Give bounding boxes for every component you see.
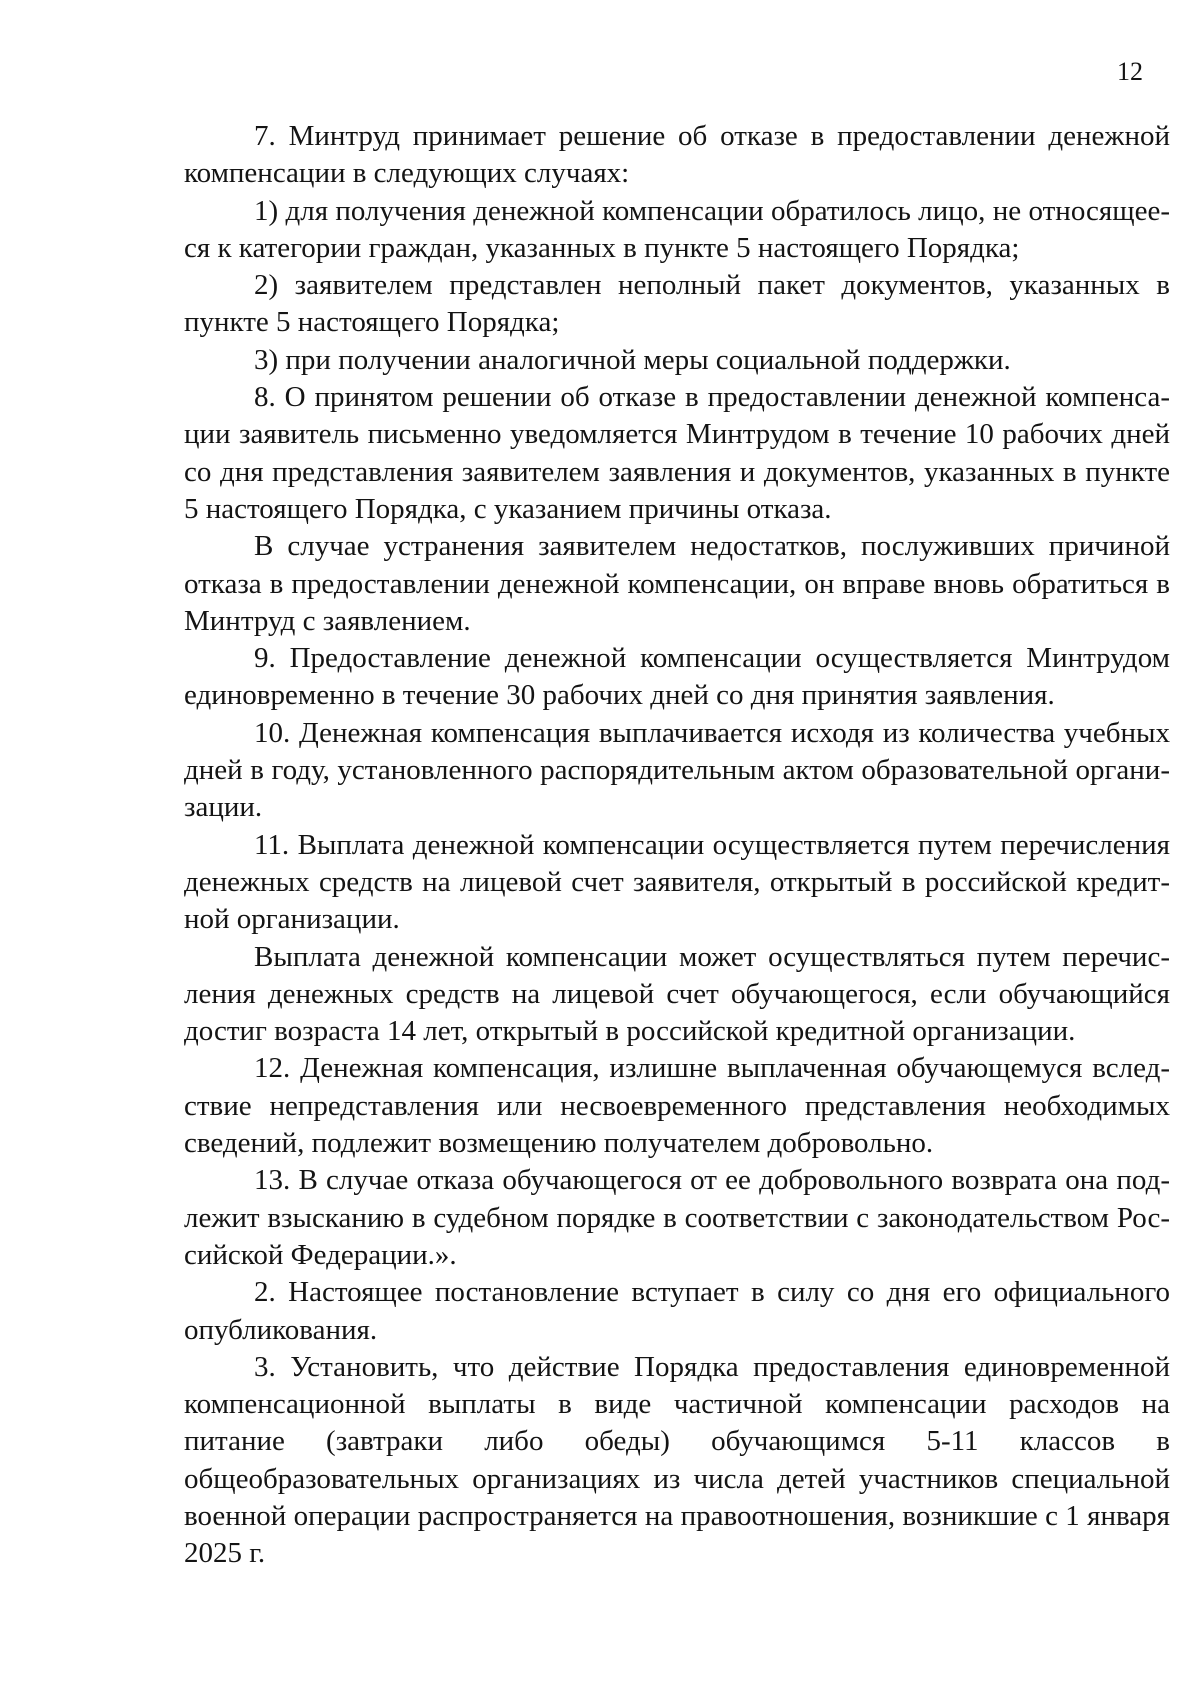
paragraph-7-item-2: 2) заявителем представлен неполный пакет документов, указанных в пункте 5 настоящего Порядка;: [184, 269, 1170, 339]
paragraph-11: 11. Выплата денежной компенсации осуществляется путем перечисления денежных средств на лицевой счет заявителя, открытый в российской кредитной организации.: [184, 828, 1170, 936]
paragraph-7-item-1: 1) для получения денежной компенсации обратилось лицо, не относящееся к категории граждан, указанных в пункте 5 настоящего Порядка;: [184, 194, 1170, 264]
resolution-item-2: 2. Настоящее постановление вступает в силу со дня его официального опубликования.: [184, 1276, 1170, 1346]
page-number: 12: [1117, 57, 1143, 86]
paragraph-8-continued: В случае устранения заявителем недостатков, послуживших причиной отказа в предоставлении денежной компенсации, он вправе вновь обратиться в Минтруд с заявлением.: [184, 530, 1170, 637]
paragraph-10: 10. Денежная компенсация выплачивается исходя из количества учебных дней в году, установленного распорядительным актом образовательной организации.: [184, 716, 1170, 824]
paragraph-9: 9. Предоставление денежной компенсации осуществляется Минтрудом единовременно в течение 30 рабочих дней со дня принятия заявления.: [184, 642, 1170, 712]
document-body: [184, 118, 1170, 1573]
paragraph-7: 7. Минтруд принимает решение об отказе в предоставлении денежной компенсации в следующих случаях:: [184, 120, 1170, 190]
paragraph-7-item-3: 3) при получении аналогичной меры социальной поддержки.: [254, 343, 1011, 376]
paragraph-12: 12. Денежная компенсация, излишне выплаченная обучающемуся вследствие непредставления или несвоевременного представления необходимых сведений, подлежит возмещению получателем добровольно.: [184, 1052, 1170, 1160]
paragraph-8: 8. О принятом решении об отказе в предоставлении денежной компенсации заявитель письменно уведомляется Минтрудом в течение 10 рабочих дней со дня представления заявителем заявления и документов, указанных в пункте 5 настоящего Порядка, с указанием причины отказа.: [184, 381, 1170, 525]
paragraph-13: 13. В случае отказа обучающегося от ее добровольного возврата она подлежит взысканию в судебном порядке в соответствии с законодательством Российской Федерации.».: [184, 1164, 1170, 1271]
resolution-item-3: 3. Установить, что действие Порядка предоставления единовременной компенсационной выплаты в виде частичной компенсации расходов на питание (завтраки либо обеды) обучающимся 5-11 классов в общеобразовательных организациях из числа детей участников специальной военной операции распространяется на правоотношения, возникшие с 1 января 2025 г.: [184, 1350, 1170, 1570]
paragraph-11-continued: Выплата денежной компенсации может осуществляться путем перечисления денежных средств на лицевой счет обучающегося, если обучающийся достиг возраста 14 лет, открытый в российской кредитной организации.: [184, 940, 1170, 1048]
